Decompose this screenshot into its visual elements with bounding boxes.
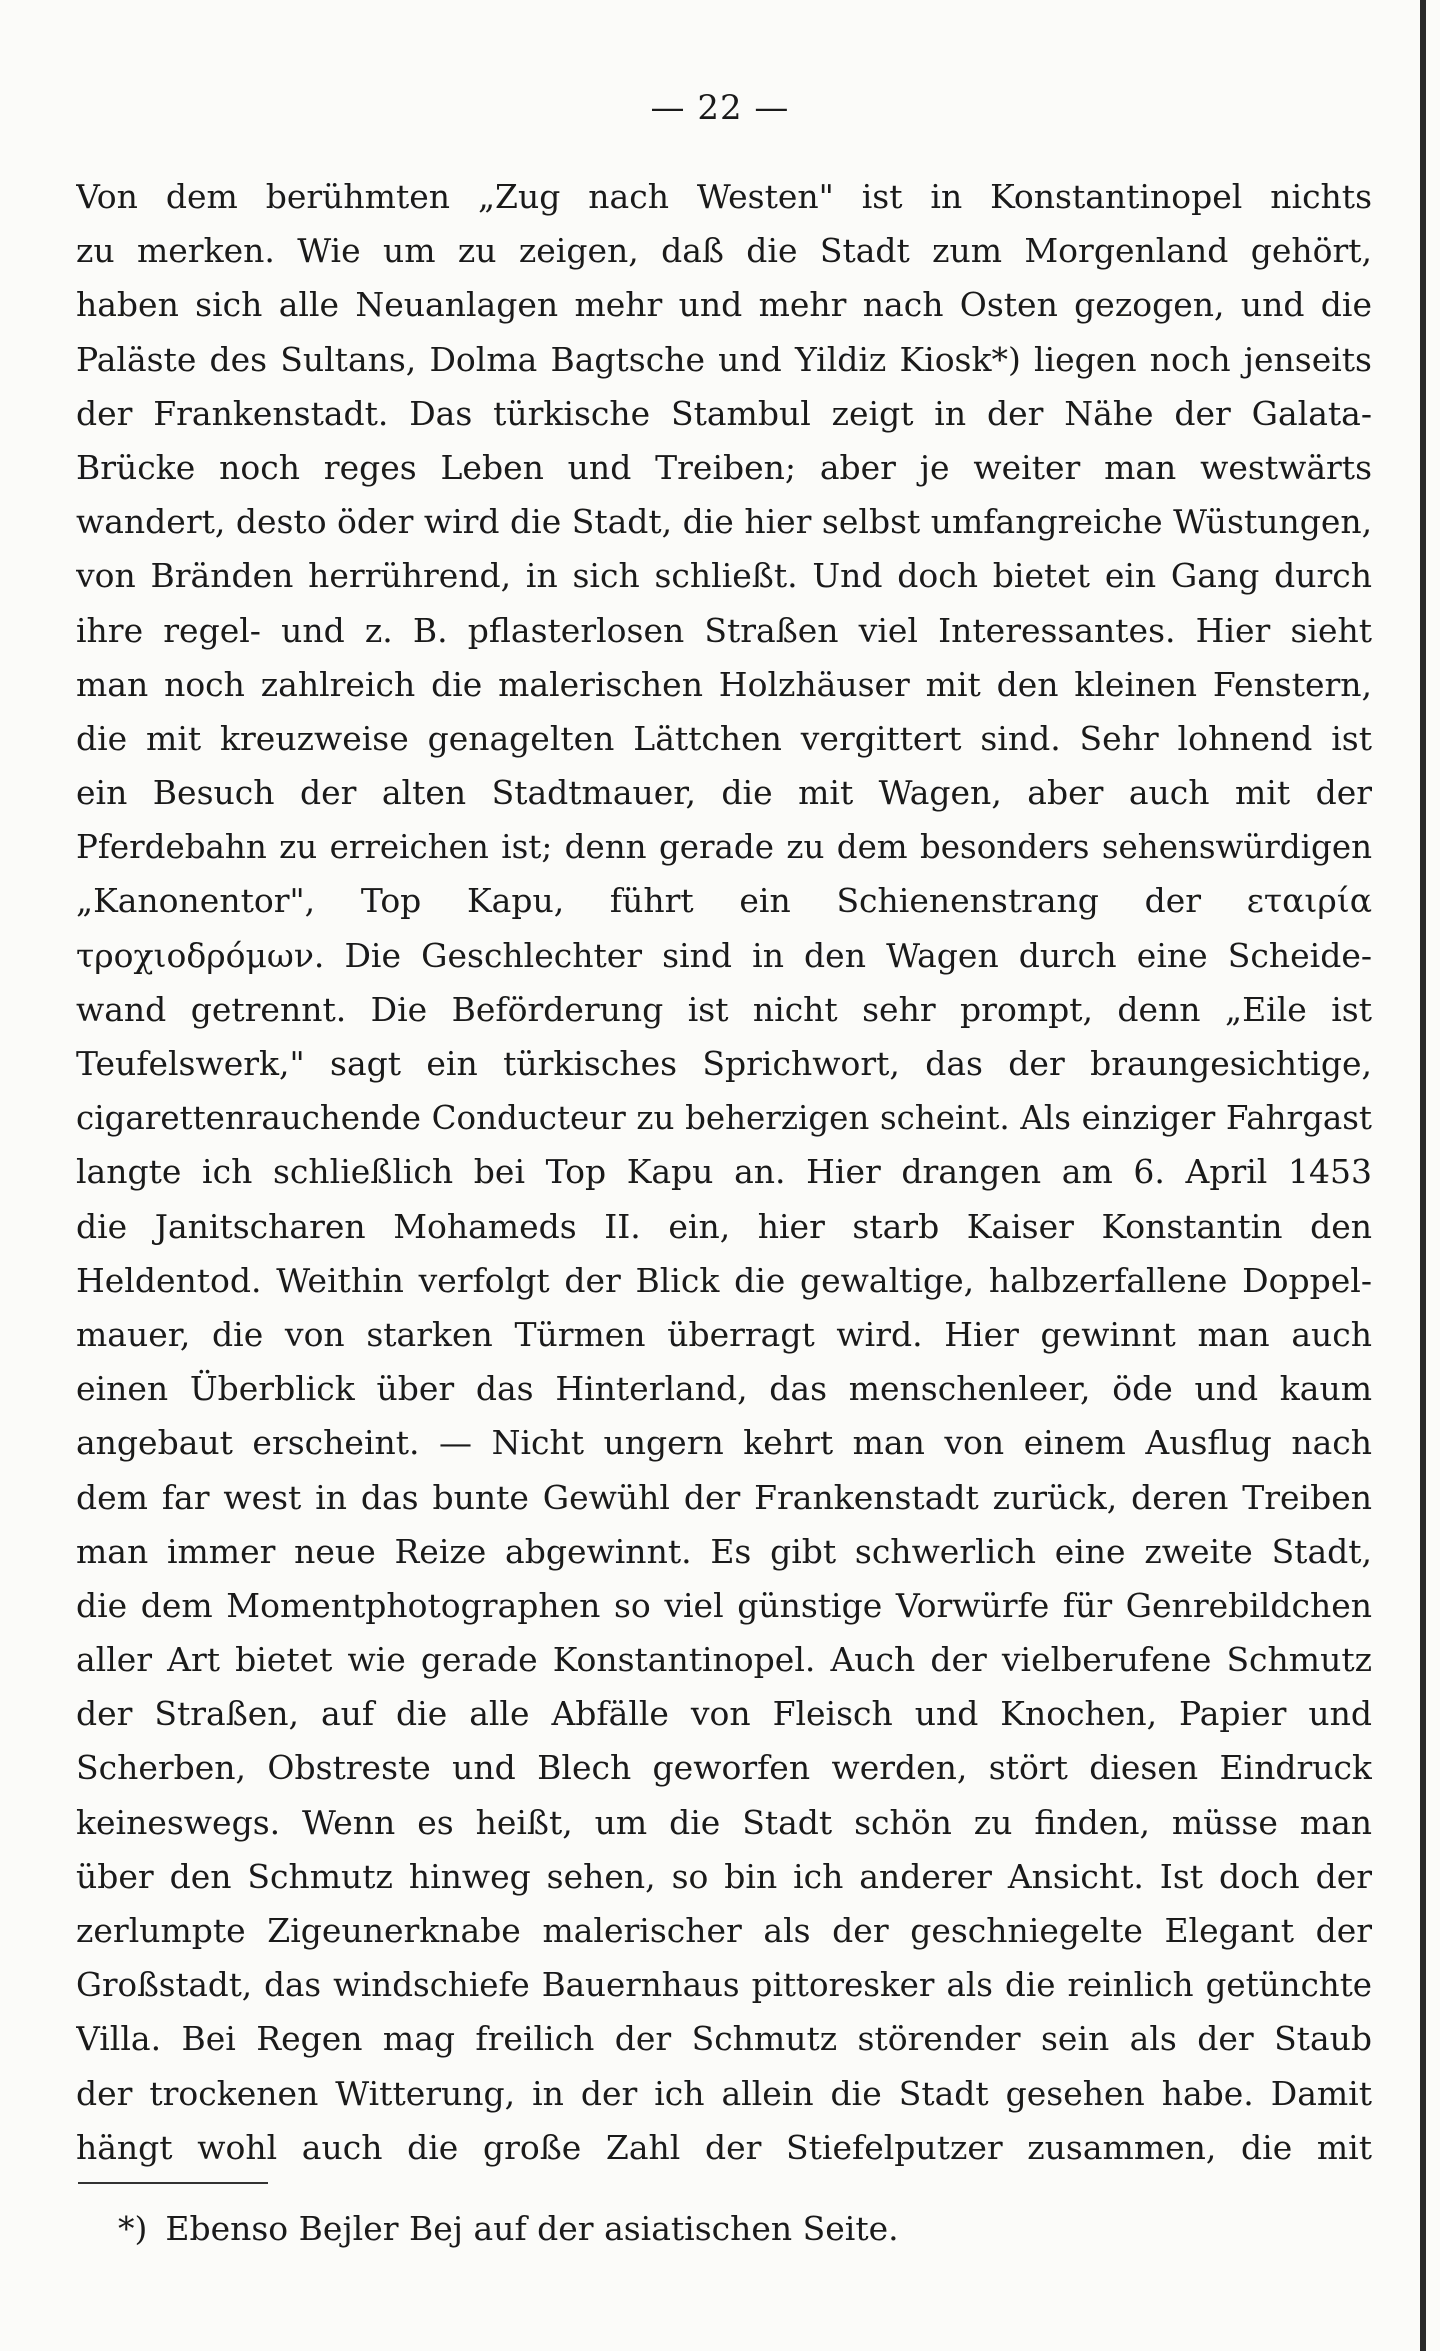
text-line: ein Besuch der alten Stadtmauer, die mit Wagen, aber auch mit der: [76, 773, 1372, 813]
text-line: zerlumpte Zigeunerknabe malerischer als der geschniegelte Elegant der: [76, 1911, 1372, 1950]
page-edge-shadow: [1420, 0, 1426, 2351]
text-line: langte ich schließlich bei Top Kapu an. Hier drangen am 6. April 1453: [76, 1152, 1372, 1192]
text-line: keineswegs. Wenn es heißt, um die Stadt schön zu finden, müsse man: [76, 1802, 1372, 1842]
text-line: haben sich alle Neuanlagen mehr und mehr nach Osten gezogen, und die: [76, 285, 1372, 325]
text-line: Von dem berühmten „Zug nach Westen" ist in Konstantinopel nichts: [76, 177, 1372, 216]
footnote-marker: *): [118, 2209, 148, 2248]
text-line: Pferdebahn zu erreichen ist; denn gerade zu dem besonders sehenswürdigen: [76, 828, 1372, 867]
text-line: man immer neue Reize abgewinnt. Es gibt schwerlich eine zweite Stadt,: [76, 1531, 1372, 1571]
text-line: mauer, die von starken Türmen überragt wird. Hier gewinnt man auch: [76, 1314, 1372, 1354]
text-line: „Kanonentor", Top Kapu, führt ein Schienenstrang der εταιρία: [76, 881, 1372, 921]
body-paragraph: [76, 170, 1372, 2175]
text-line: angebaut erscheint. — Nicht ungern kehrt man von einem Ausflug nach: [76, 1423, 1372, 1463]
footnote-text: Ebenso Bejler Bej auf der asiatischen Seite.: [165, 2209, 899, 2248]
text-line: von Bränden herrührend, in sich schließt. Und doch bietet ein Gang durch: [76, 556, 1372, 596]
text-line: τροχιοδρόμων. Die Geschlechter sind in den Wagen durch eine Scheide-: [76, 935, 1372, 975]
text-line: Großstadt, das windschiefe Bauernhaus pittoresker als die reinlich getünchte: [76, 1966, 1372, 2005]
text-line: über den Schmutz hinweg sehen, so bin ich anderer Ansicht. Ist doch der: [76, 1856, 1372, 1896]
text-line: man noch zahlreich die malerischen Holzhäuser mit den kleinen Fenstern,: [76, 664, 1372, 704]
text-line: die mit kreuzweise genagelten Lättchen vergittert sind. Sehr lohnend ist: [76, 718, 1372, 758]
text-line: wandert, desto öder wird die Stadt, die hier selbst umfangreiche Wüstungen,: [76, 502, 1372, 542]
text-line: dem far west in das bunte Gewühl der Frankenstadt zurück, deren Treiben: [76, 1477, 1372, 1517]
text-line: ihre regel- und z. B. pflasterlosen Straßen viel Interessantes. Hier sieht: [76, 610, 1372, 650]
text-line: der trockenen Witterung, in der ich allein die Stadt gesehen habe. Damit: [76, 2073, 1372, 2113]
text-line: hängt wohl auch die große Zahl der Stiefelputzer zusammen, die mit: [76, 2127, 1372, 2167]
text-line: einen Überblick über das Hinterland, das menschenleer, öde und kaum: [76, 1369, 1372, 1409]
text-line: aller Art bietet wie gerade Konstantinopel. Auch der vielberufene Schmutz: [76, 1640, 1372, 1680]
footnote: [118, 2202, 899, 2256]
page-number: — 22 —: [650, 88, 790, 128]
text-line: Brücke noch reges Leben und Treiben; aber je weiter man westwärts: [76, 447, 1372, 487]
text-line: Scherben, Obstreste und Blech geworfen werden, stört diesen Eindruck: [76, 1748, 1372, 1788]
text-line: Heldentod. Weithin verfolgt der Blick die gewaltige, halbzerfallene Doppel-: [76, 1260, 1372, 1300]
text-line: zu merken. Wie um zu zeigen, daß die Stadt zum Morgenland gehört,: [76, 231, 1372, 271]
text-line: cigarettenrauchende Conducteur zu beherzigen scheint. Als einziger Fahrgast: [76, 1099, 1372, 1138]
text-line: wand getrennt. Die Beförderung ist nicht sehr prompt, denn „Eile ist: [76, 989, 1372, 1029]
text-line: die dem Momentphotographen so viel günstige Vorwürfe für Genrebildchen: [76, 1585, 1372, 1625]
text-line: die Janitscharen Mohameds II. ein, hier starb Kaiser Konstantin den: [76, 1206, 1372, 1246]
footnote-divider: [78, 2182, 268, 2184]
text-line: Villa. Bei Regen mag freilich der Schmutz störender sein als der Staub: [76, 2019, 1372, 2059]
text-line: Teufelswerk," sagt ein türkisches Sprichwort, das der braungesichtige,: [76, 1044, 1372, 1083]
text-line: der Straßen, auf die alle Abfälle von Fleisch und Knochen, Papier und: [76, 1694, 1372, 1734]
text-line: der Frankenstadt. Das türkische Stambul zeigt in der Nähe der Galata-: [76, 393, 1372, 433]
text-line: Paläste des Sultans, Dolma Bagtsche und Yildiz Kiosk*) liegen noch jenseits: [76, 339, 1372, 379]
